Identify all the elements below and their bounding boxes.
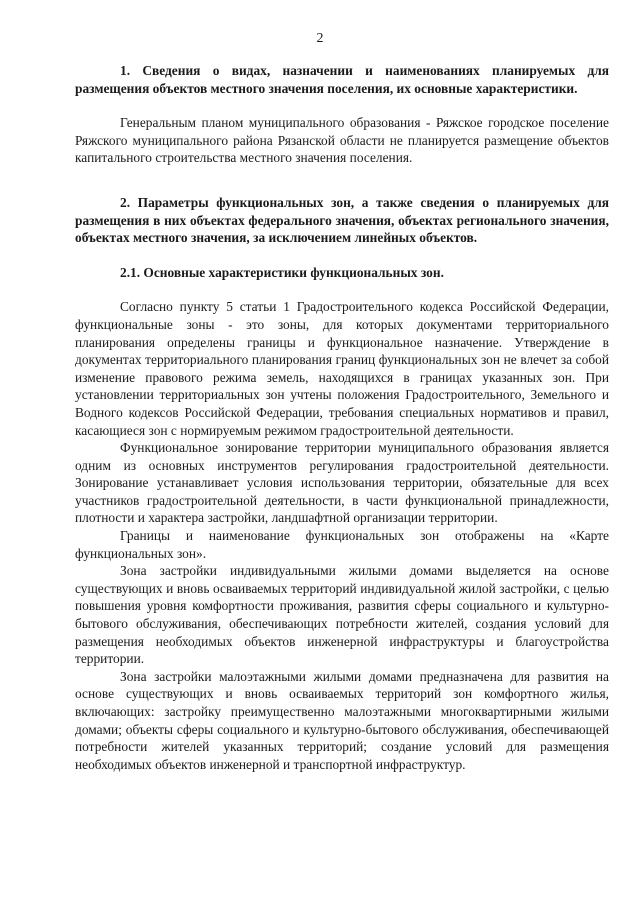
section-2-1-heading: 2.1. Основные характеристики функциональных зон. — [120, 264, 444, 280]
paragraph-zone-map-reference: Границы и наименование функциональных зон отображены на «Карте функциональных зон». — [75, 528, 609, 561]
section-2-heading: 2. Параметры функциональных зон, а также сведения о планируемых для размещения в них объектах федерального значения, объектах регионального значения, объектах местного значения, за исключением линейных объектов. — [75, 194, 609, 246]
document-body — [75, 62, 609, 773]
paragraph-individual-housing-zone: Зона застройки индивидуальными жилыми домами выделяется на основе существующих и вновь осваиваемых территорий индивидуальной жилой застройки, с целью повышения уровня комфортности проживания, развития сферы социального и культурно-бытового обслуживания, обеспечивающих потребности жителей, создания условий для размещения необходимых объектов инженерной инфраструктуры и благоустройства территории. — [75, 563, 609, 667]
paragraph-functional-zones-definition: Согласно пункту 5 статьи 1 Градостроительного кодекса Российской Федерации, функциональные зоны - это зоны, для которых документами территориального планирования определены границы и функциональное назначение. Утверждение в документах территориального планирования границ функциональных зон не влечет за собой изменение правового режима земель, находящихся в границах указанных зон. При установлении территориальных зон учтены положения Градостроительного, Земельного и Водного кодексов Российской Федерации, требования специальных нормативов и правил, касающиеся зон с нормируемым режимом градостроительной деятельности. — [75, 299, 609, 438]
paragraph-low-rise-housing-zone: Зона застройки малоэтажными жилыми домами предназначена для развития на основе существующих и вновь осваиваемых территорий зон комфортного жилья, включающих: застройку преимущественно малоэтажными многоквартирными жилыми домами; объекты сферы социального и культурно-бытового обслуживания, обеспечивающей потребности жителей указанных территорий; создание условий для размещения необходимых объектов инженерной и транспортной инфраструктур. — [75, 668, 609, 772]
section-1-text: Генеральным планом муниципального образования - Ряжское городское поселение Ряжского муниципального района Рязанской области не планируется размещение объектов капитального строительства местного значения поселения. — [75, 115, 609, 166]
section-1-heading: 1. Сведения о видах, назначении и наименованиях планируемых для размещения объектов местного значения поселения, их основные характеристики. — [75, 63, 609, 96]
paragraph-functional-zoning: Функциональное зонирование территории муниципального образования является одним из основных инструментов регулирования градостроительной деятельности. Зонирование устанавливает условия использования территории, обязательные для всех участников градостроительной деятельности, в части функциональной принадлежности, плотности и характера застройки, ландшафтной организации территории. — [75, 440, 609, 526]
page-number: 2 — [316, 31, 324, 46]
